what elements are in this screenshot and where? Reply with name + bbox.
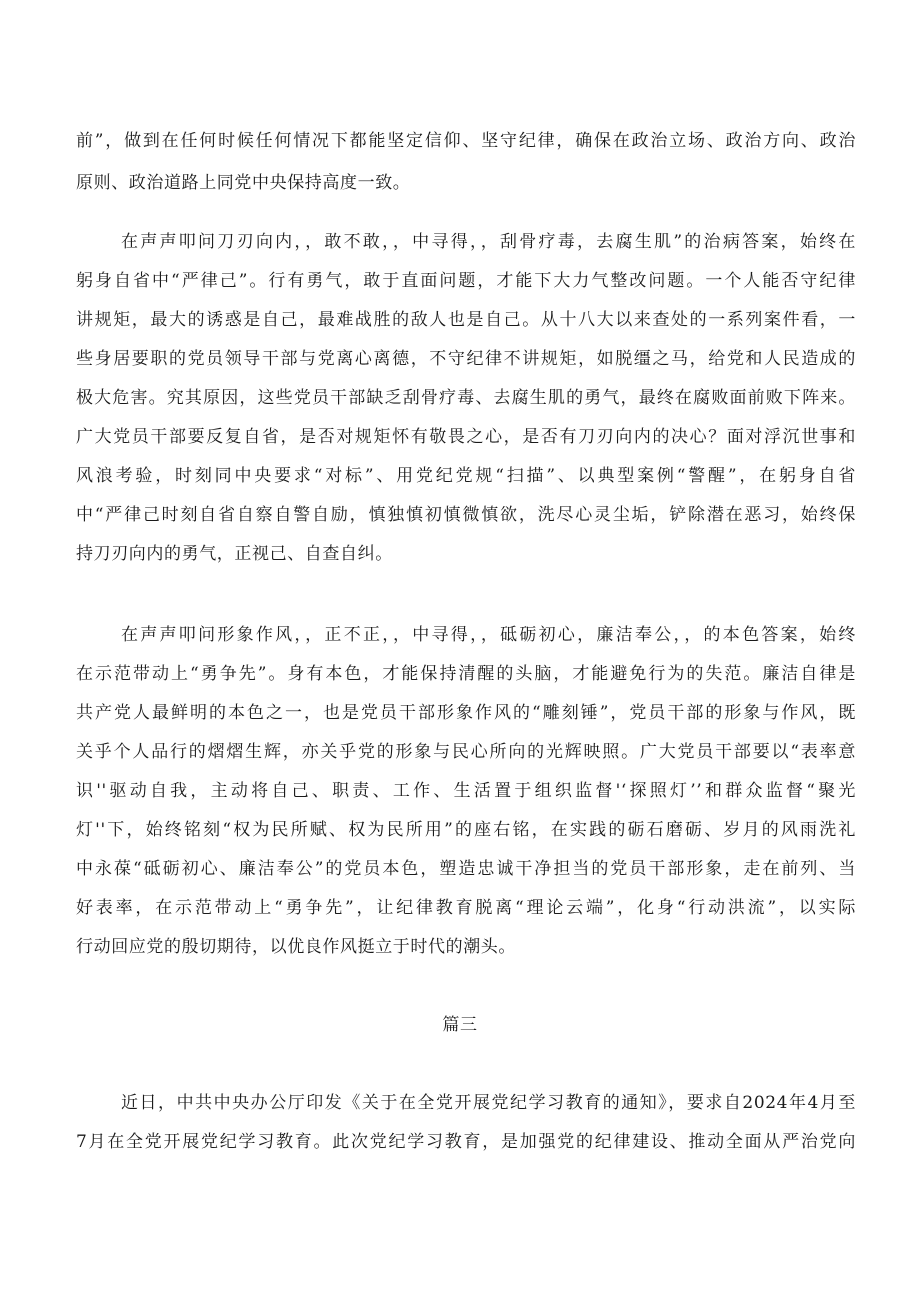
paragraph-line: 在声声叩问形象作风，，正不正，，中寻得，，砥砺初心，廉洁奉公，，的本色答案，始终 <box>121 625 856 645</box>
paragraph-line: 中“严律己时刻自省自察自警自励，慎独慎初慎微慎欲，洗尽心灵尘垢，铲除潜在恶习，始终保 <box>76 505 856 525</box>
paragraph-line: 灯''下，始终铭刻“权为民所赋、权为民所用”的座右铭，在实践的砺石磨砺、岁月的风雨洗礼 <box>76 820 856 840</box>
paragraph-line: 前”，做到在任何时候任何情况下都能坚定信仰、坚守纪律，确保在政治立场、政治方向、政治 <box>76 131 856 151</box>
paragraph-line: 在声声叩问刀刃向内，，敢不敢，，中寻得，，刮骨疗毒，去腐生肌”的治病答案，始终在 <box>121 232 856 252</box>
paragraph-line: 躬身自省中“严律己”。行有勇气，敢于直面问题，才能下大力气整改问题。一个人能否守纪律 <box>76 271 856 291</box>
paragraph-line: 关乎个人品行的熠熠生辉，亦关乎党的形象与民心所向的光辉映照。广大党员干部要以“表率意 <box>76 742 856 762</box>
paragraph-line: 极大危害。究其原因，这些党员干部缺乏刮骨疗毒、去腐生肌的勇气，最终在腐败面前败下阵来。 <box>76 388 856 408</box>
paragraph-line: 讲规矩，最大的诱惑是自己，最难战胜的敌人也是自己。从十八大以来查处的一系列案件看，一 <box>76 310 856 330</box>
paragraph-line: 行动回应党的殷切期待，以优良作风挺立于时代的潮头。 <box>76 937 516 957</box>
paragraph-line: 广大党员干部要反复自省，是否对规矩怀有敬畏之心，是否有刀刃向内的决心？面对浮沉世事和 <box>76 427 856 447</box>
paragraph-line: 中永葆“砥砺初心、廉洁奉公”的党员本色，塑造忠诚干净担当的党员干部形象，走在前列、当 <box>76 859 856 879</box>
paragraph-line: 风浪考验，时刻同中央要求“对标”、用党纪党规“扫描”、以典型案例“警醒”，在躬身自省 <box>76 466 856 486</box>
paragraph-line: 7月在全党开展党纪学习教育。此次党纪学习教育，是加强党的纪律建设、推动全面从严治党向 <box>76 1132 856 1152</box>
paragraph-line: 识''驱动自我，主动将自己、职责、工作、生活置于组织监督'‘探照灯’’和群众监督“聚光 <box>76 781 856 801</box>
paragraph-line: 近日，中共中央办公厅印发《关于在全党开展党纪学习教育的通知》，要求自2024年4月至 <box>121 1093 856 1113</box>
paragraph-line: 在示范带动上“勇争先”。身有本色，才能保持清醒的头脑，才能避免行为的失范。廉洁自律是 <box>76 664 856 684</box>
paragraph-line: 原则、政治道路上同党中央保持高度一致。 <box>76 173 411 193</box>
paragraph-line: 好表率，在示范带动上“勇争先”，让纪律教育脱离“理论云端”，化身“行动洪流”，以实际 <box>76 898 856 918</box>
paragraph-line: 持刀刃向内的勇气，正视己、自查自纠。 <box>76 544 393 564</box>
paragraph-line: 共产党人最鲜明的本色之一，也是党员干部形象作风的“雕刻锤”，党员干部的形象与作风，既 <box>76 703 856 723</box>
paragraph-line: 些身居要职的党员领导干部与党离心离德，不守纪律不讲规矩，如脱缰之马，给党和人民造成的 <box>76 349 856 369</box>
section-heading: 篇三 <box>442 1015 478 1035</box>
